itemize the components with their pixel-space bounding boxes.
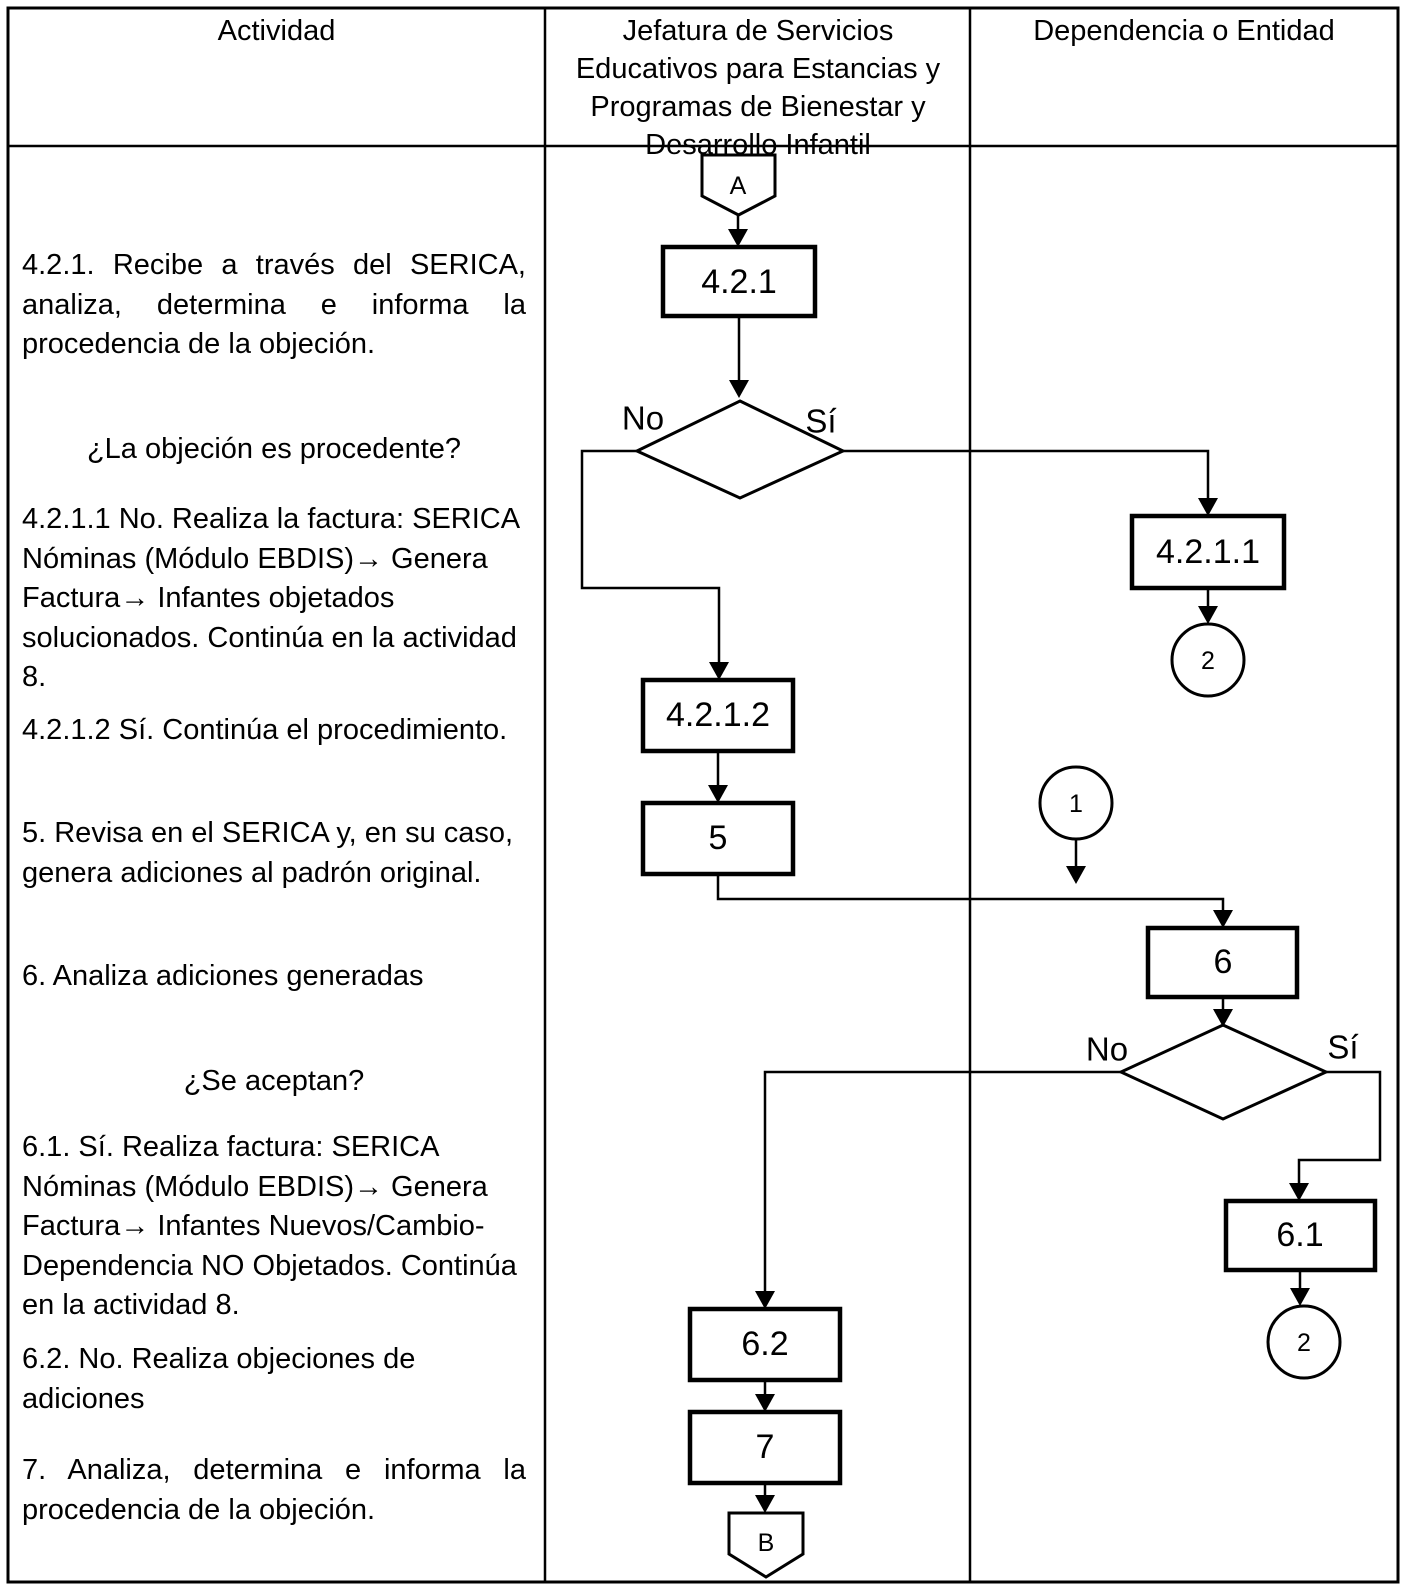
arrowhead — [1213, 910, 1233, 928]
flow-no2-to-62 — [765, 1072, 1121, 1292]
process-box-61-label: 6.1 — [1276, 1216, 1324, 1254]
connector-2b-label: 2 — [1297, 1329, 1311, 1357]
arrowheads — [708, 229, 1310, 1513]
decision-diamond-2 — [1121, 1025, 1326, 1119]
arrowhead — [1198, 606, 1218, 624]
activity-text-4212: 4.2.1.2 Sí. Continúa el procedimiento. — [22, 714, 508, 746]
flow-si1-to-4211 — [843, 451, 1208, 499]
process-box-62-label: 6.2 — [741, 1325, 789, 1363]
table-grid — [8, 8, 1398, 1582]
arrowhead — [728, 229, 748, 247]
activity-text-6: 6. Analiza adiciones generadas — [22, 960, 424, 992]
arrowhead — [755, 1394, 775, 1412]
activity-text-61: 6.1. Sí. Realiza factura: SERICA Nóminas (Módulo EBDIS)→ Genera Factura→ Infantes Nuevos/Cambio-Dependencia NO Objetados. Continúa en la actividad 8. — [22, 1131, 517, 1321]
branch-no-2-label: No — [1085, 1030, 1129, 1068]
arrowhead — [709, 662, 729, 680]
process-box-7-label: 7 — [755, 1428, 775, 1466]
flow-lines — [582, 215, 1380, 1496]
process-box-5-label: 5 — [708, 819, 728, 857]
branch-no-1-label: No — [621, 399, 665, 437]
arrowhead — [755, 1291, 775, 1309]
connector-b-label: B — [757, 1529, 775, 1557]
flow-si2-to-61 — [1299, 1072, 1380, 1184]
connector-2a-label: 2 — [1201, 647, 1215, 675]
activity-text-7: 7. Analiza, determina e informa la procedencia de la objeción. — [22, 1454, 526, 1526]
arrowhead — [755, 1495, 775, 1513]
arrowhead — [1290, 1288, 1310, 1306]
connector-a-label: A — [729, 172, 747, 200]
arrowhead — [729, 380, 749, 398]
question-aceptan: ¿Se aceptan? — [183, 1065, 365, 1097]
process-box-4212-label: 4.2.1.2 — [666, 696, 770, 734]
branch-si-2-label: Sí — [1327, 1028, 1359, 1066]
arrowhead — [1198, 498, 1218, 516]
activity-text-4211: 4.2.1.1 No. Realiza la factura: SERICA Nóminas (Módulo EBDIS)→ Genera Factura→ Infantes objetados solucionados. Continúa en la actividad 8. — [22, 503, 519, 693]
flow-no1-to-4212 — [582, 451, 719, 663]
arrowhead — [708, 785, 728, 803]
process-box-421-label: 4.2.1 — [701, 263, 777, 301]
header-dependencia: Dependencia o Entidad — [1033, 15, 1335, 47]
arrowhead — [1066, 866, 1086, 884]
header-actividad: Actividad — [217, 15, 336, 47]
arrowhead — [1289, 1183, 1309, 1201]
question-objecion: ¿La objeción es procedente? — [86, 433, 462, 465]
process-box-4211-label: 4.2.1.1 — [1156, 533, 1260, 571]
activity-text-421: 4.2.1. Recibe a través del SERICA, analiza, determina e informa la procedencia de la objeción. — [22, 249, 526, 360]
connector-1-label: 1 — [1069, 790, 1083, 818]
activity-text-62: 6.2. No. Realiza objeciones de adiciones — [22, 1343, 416, 1415]
process-box-6-label: 6 — [1213, 943, 1233, 981]
header-jefatura: Jefatura de Servicios Educativos para Estancias y Programas de Bienestar y Desarrollo Infantil — [575, 15, 941, 161]
activity-text-5: 5. Revisa en el SERICA y, en su caso, genera adiciones al padrón original. — [22, 817, 514, 889]
branch-si-1-label: Sí — [805, 402, 837, 440]
